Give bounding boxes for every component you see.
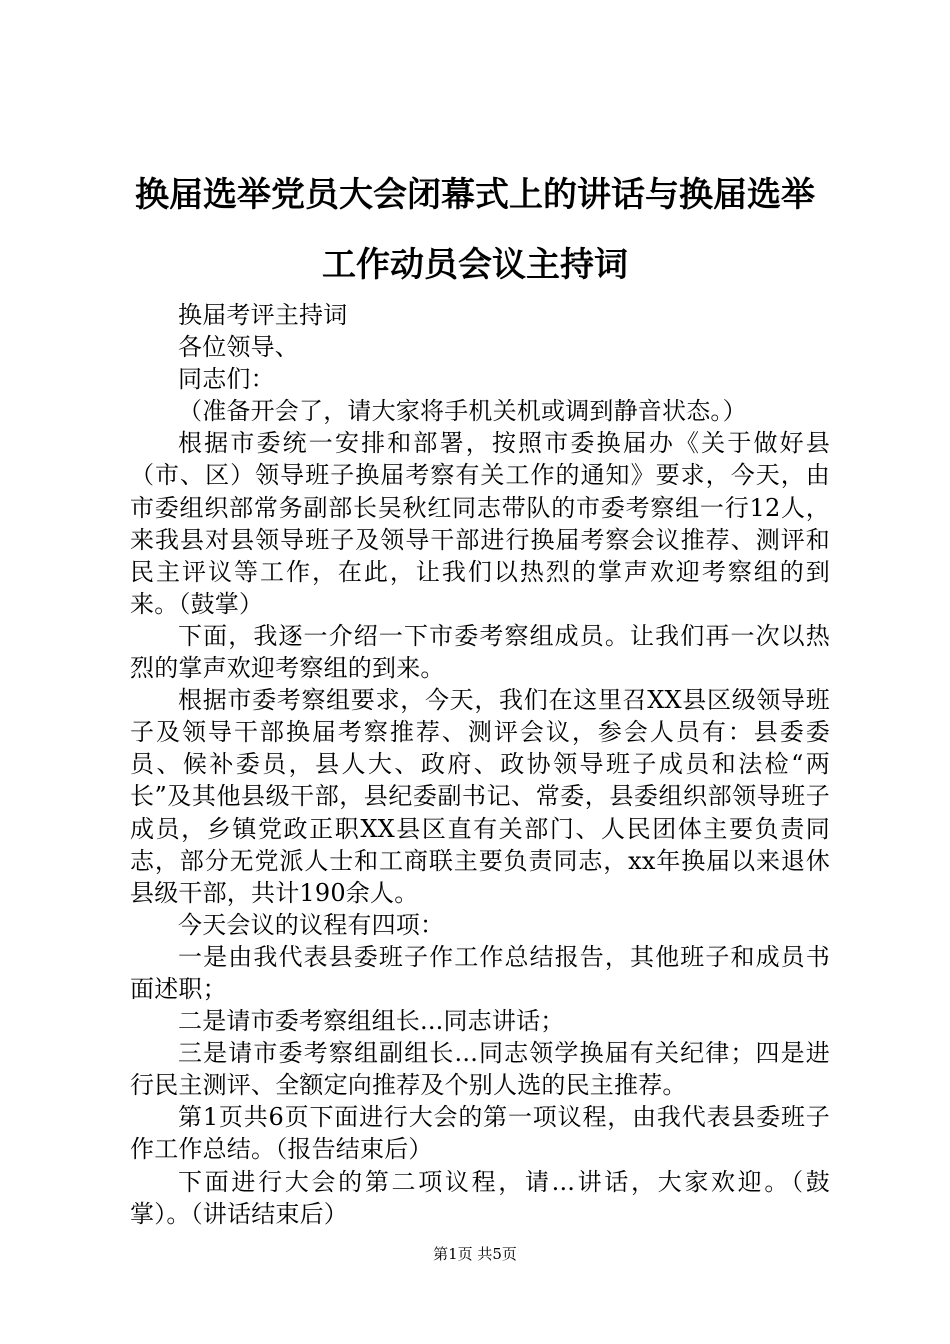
paragraph: （准备开会了，请大家将手机关机或调到静音状态。） xyxy=(178,397,747,426)
paragraph: 第1页共6页下面进行大会的第一项议程，由我代表县委班子作工作总结。（报告结束后） xyxy=(130,1103,830,1164)
paragraph: 换届考评主持词 xyxy=(178,301,348,329)
paragraph: 下面，我逐一介绍一下市委考察组成员。让我们再一次以热烈的掌声欢迎考察组的到来。 xyxy=(130,621,830,683)
paragraph: 根据市委考察组要求，今天，我们在这里召XX县区级领导班子及领导干部换届考察推荐、测评会议，参会人员有：县委委员、候补委员，县人大、政府、政协领导班子成员和法检“两长”及其他县级干部，县纪委副书记、常委，县委组织部领导班子成员，乡镇党政正职XX县区直有关部门、人民团体主要负责同志，部分无党派人士和工商联主要负责同志，xx年换届以来退休县级干部，共计190余人。 xyxy=(130,686,830,907)
paragraph: 同志们： xyxy=(178,365,275,394)
paragraph: 一是由我代表县委班子作工作总结报告，其他班子和成员书面述职； xyxy=(130,942,830,1003)
paragraph: 根据市委统一安排和部署，按照市委换届办《关于做好县（市、区）领导班子换届考察有关工作的通知》要求，今天，由市委组织部常务副部长吴秋红同志带队的市委考察组一行12人，来我县对县领导班子及领导干部进行换届考察会议推荐、测评和民主评议等工作，在此，让我们以热烈的掌声欢迎考察组的到来。（鼓掌） xyxy=(130,429,830,618)
document-title: 换届选举党员大会闭幕式上的讲话与换届选举工作动员会议主持词 xyxy=(135,175,815,285)
paragraph: 下面进行大会的第二项议程，请...讲话，大家欢迎。（鼓掌）。（讲话结束后） xyxy=(130,1167,830,1228)
paragraph: 二是请市委考察组组长...同志讲话； xyxy=(178,1007,565,1036)
paragraph: 今天会议的议程有四项： xyxy=(178,910,445,939)
document-body xyxy=(130,299,830,1230)
paragraph: 各位领导、 xyxy=(178,333,299,362)
paragraph: 三是请市委考察组副组长...同志领学换届有关纪律；四是进行民主测评、全额定向推荐及个别人选的民主推荐。 xyxy=(130,1039,830,1100)
page-footer: 第1页 共5页 xyxy=(433,1245,517,1263)
